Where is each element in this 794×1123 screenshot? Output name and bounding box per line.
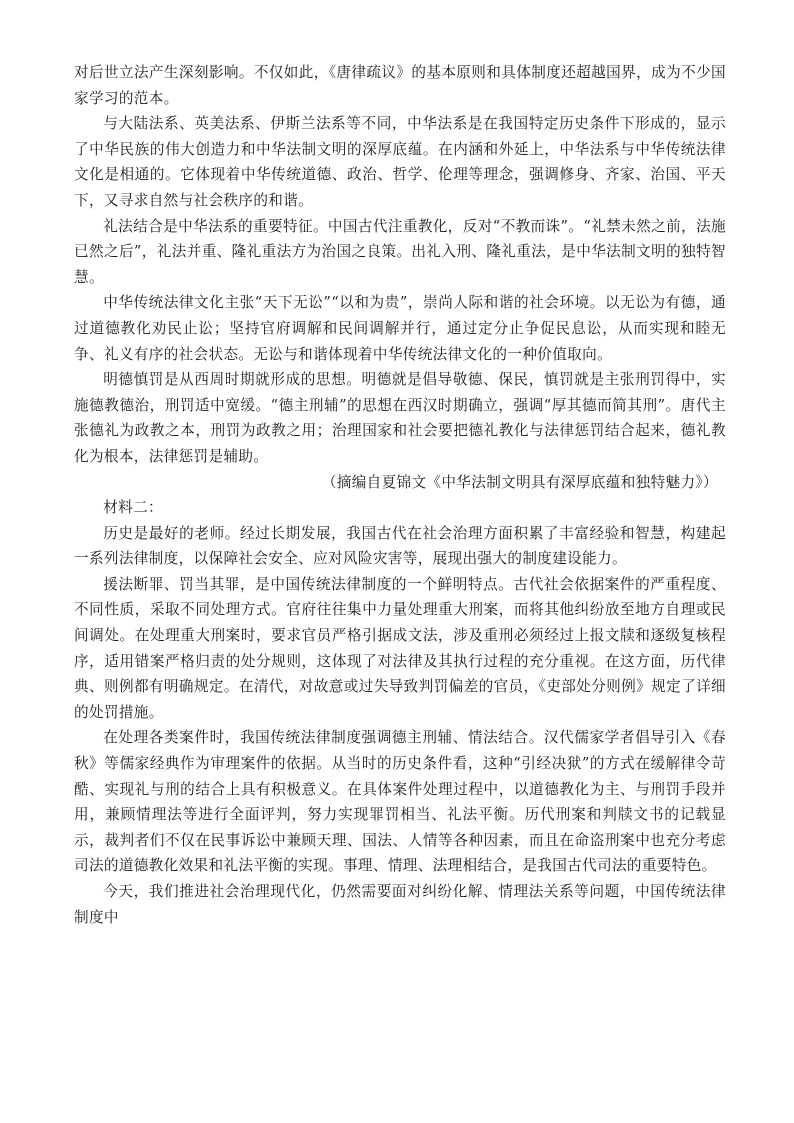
paragraph: 礼法结合是中华法系的重要特征。中国古代注重教化，反对“不教而诛”。“礼禁未然之前，法施已然之后”，礼法并重、隆礼重法方为治国之良策。出礼入刑、隆礼重法，是中华法制文明的独特智慧。 xyxy=(74,217,726,286)
paragraph: 中华传统法律文化主张“天下无讼”“以和为贵”，崇尚人际和谐的社会环境。以无讼为有德，通过道德教化劝民止讼；坚持官府调解和民间调解并行，通过定分止争促民息讼，从而实现和睦无争、礼义有序的社会状态。无讼与和谐体现着中华传统法律文化的一种价值取向。 xyxy=(74,294,726,363)
document-page xyxy=(74,60,726,930)
source-citation: （摘编自夏锦文《中华法制文明具有深厚底蕴和独特魅力》） xyxy=(321,473,718,491)
paragraph: 在处理各类案件时，我国传统法律制度强调德主刑辅、情法结合。汉代儒家学者倡导引入《春秋》等儒家经典作为审理案件的依据。从当时的历史条件看，这种“引经决狱”的方式在缓解律令苛酷、实现礼与刑的结合上具有积极意义。在具体案件处理过程中，以道德教化为主、与刑罚手段并用，兼顾情理法等进行全面评判，努力实现罪罚相当、礼法平衡。历代刑案和判牍文书的记载显示，裁判者们不仅在民事诉讼中兼顾天理、国法、人情等各种因素，而且在命盗刑案中也充分考虑司法的道德教化效果和礼法平衡的实现。事理、情理、法理相结合，是我国古代司法的重要特色。 xyxy=(74,729,726,875)
paragraph: 与大陆法系、英美法系、伊斯兰法系等不同，中华法系是在我国特定历史条件下形成的，显示了中华民族的伟大创造力和中华法制文明的深厚底蕴。在内涵和外延上，中华法系与中华传统法律文化是相通的。它体现着中华传统道德、政治、哲学、伦理等理念，强调修身、齐家、治国、平天下，又寻求自然与社会秩序的和谐。 xyxy=(74,115,726,209)
paragraph: 对后世立法产生深刻影响。不仅如此，《唐律疏议》的基本原则和具体制度还超越国界，成为不少国家学习的范本。 xyxy=(74,64,726,107)
section-label: 材料二： xyxy=(103,499,163,517)
paragraph: 明德慎罚是从西周时期就形成的思想。明德就是倡导敬德、保民，慎罚就是主张刑罚得中，实施德教德治，刑罚适中宽缓。“德主刑辅”的思想在西汉时期确立，强调“厚其德而简其刑”。唐代主张德礼为政教之本，刑罚为政教之用；治理国家和社会要把德礼教化与法律惩罚结合起来，德礼教化为根本，法律惩罚是辅助。 xyxy=(74,371,726,465)
paragraph: 援法断罪、罚当其罪，是中国传统法律制度的一个鲜明特点。古代社会依据案件的严重程度、不同性质，采取不同处理方式。官府往往集中力量处理重大刑案，而将其他纠纷放至地方自理或民间调处。在处理重大刑案时，要求官员严格引据成文法，涉及重刑必须经过上报文牍和逐级复核程序，适用错案严格归责的处分规则，这体现了对法律及其执行过程的充分重视。在这方面，历代律典、则例都有明确规定。在清代，对故意或过失导致判罚偏差的官员，《吏部处分则例》规定了详细的处罚措施。 xyxy=(74,575,726,721)
paragraph: 今天，我们推进社会治理现代化，仍然需要面对纠纷化解、情理法关系等问题，中国传统法律制度中 xyxy=(74,883,726,926)
paragraph: 历史是最好的老师。经过长期发展，我国古代在社会治理方面积累了丰富经验和智慧，构建起一系列法律制度，以保障社会安全、应对风险灾害等，展现出强大的制度建设能力。 xyxy=(74,524,726,568)
